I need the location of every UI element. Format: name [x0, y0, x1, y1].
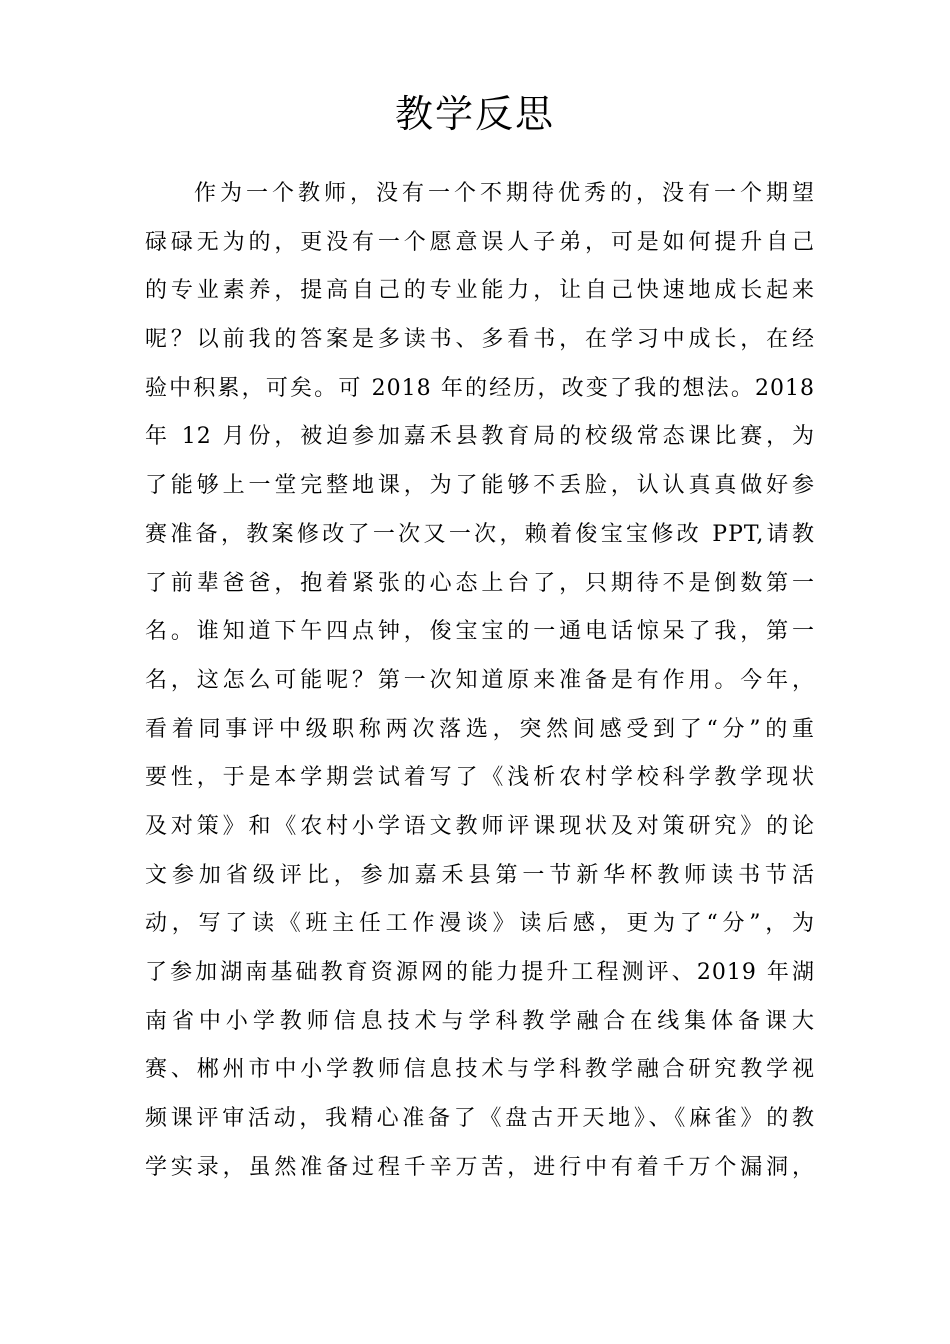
- paragraph-line: 名。谁知道下午四点钟，俊宝宝的一通电话惊呆了我，第一: [145, 619, 815, 645]
- paragraph-line: 学实录，虽然准备过程千辛万苦，进行中有着千万个漏洞，: [145, 1154, 815, 1180]
- document-title: 教学反思: [394, 92, 555, 136]
- paragraph-line: 频课评审活动，我精心准备了《盘古开天地》、《麻雀》的教: [145, 1106, 815, 1132]
- paragraph-line: 名，这怎么可能呢？第一次知道原来准备是有作用。今年，: [145, 667, 815, 693]
- paragraph-line: 了参加湖南基础教育资源网的能力提升工程测评、2019 年湖: [145, 960, 815, 985]
- paragraph-line: 南省中小学教师信息技术与学科教学融合在线集体备课大: [145, 1008, 815, 1034]
- paragraph-line: 作为一个教师，没有一个不期待优秀的，没有一个期望: [194, 181, 815, 206]
- paragraph-line: 及对策》和《农村小学语文教师评课现状及对策研究》的论: [145, 813, 815, 839]
- paragraph-line: 了能够上一堂完整地课，为了能够不丢脸，认认真真做好参: [145, 473, 815, 499]
- paragraph-line: 文参加省级评比，参加嘉禾县第一节新华杯教师读书节活: [145, 862, 815, 888]
- paragraph-line: 了前辈爸爸，抱着紧张的心态上台了，只期待不是倒数第一: [145, 570, 815, 596]
- paragraph-line: 赛、郴州市中小学教师信息技术与学科教学融合研究教学视: [145, 1057, 815, 1083]
- paragraph-line: 赛准备，教案修改了一次又一次，赖着俊宝宝修改 PPT,请教: [145, 521, 815, 547]
- paragraph-line: 看着同事评中级职称两次落选，突然间感受到了“分”的重: [145, 716, 815, 742]
- document-body: [145, 170, 815, 1192]
- paragraph-line: 要性，于是本学期尝试着写了《浅析农村学校科学教学现状: [145, 765, 815, 791]
- paragraph-line: 碌碌无为的，更没有一个愿意误人子弟，可是如何提升自己: [145, 229, 815, 255]
- paragraph-line: 动，写了读《班主任工作漫谈》读后感，更为了“分”，为: [145, 911, 815, 937]
- paragraph-line: 呢？以前我的答案是多读书、多看书，在学习中成长，在经: [145, 327, 815, 353]
- paragraph-line: 的专业素养，提高自己的专业能力，让自己快速地成长起来: [145, 278, 815, 304]
- paragraph-line: 验中积累，可矣。可 2018 年的经历，改变了我的想法。2018: [145, 375, 815, 401]
- paragraph-line: 年 12 月份，被迫参加嘉禾县教育局的校级常态课比赛，为: [145, 424, 815, 450]
